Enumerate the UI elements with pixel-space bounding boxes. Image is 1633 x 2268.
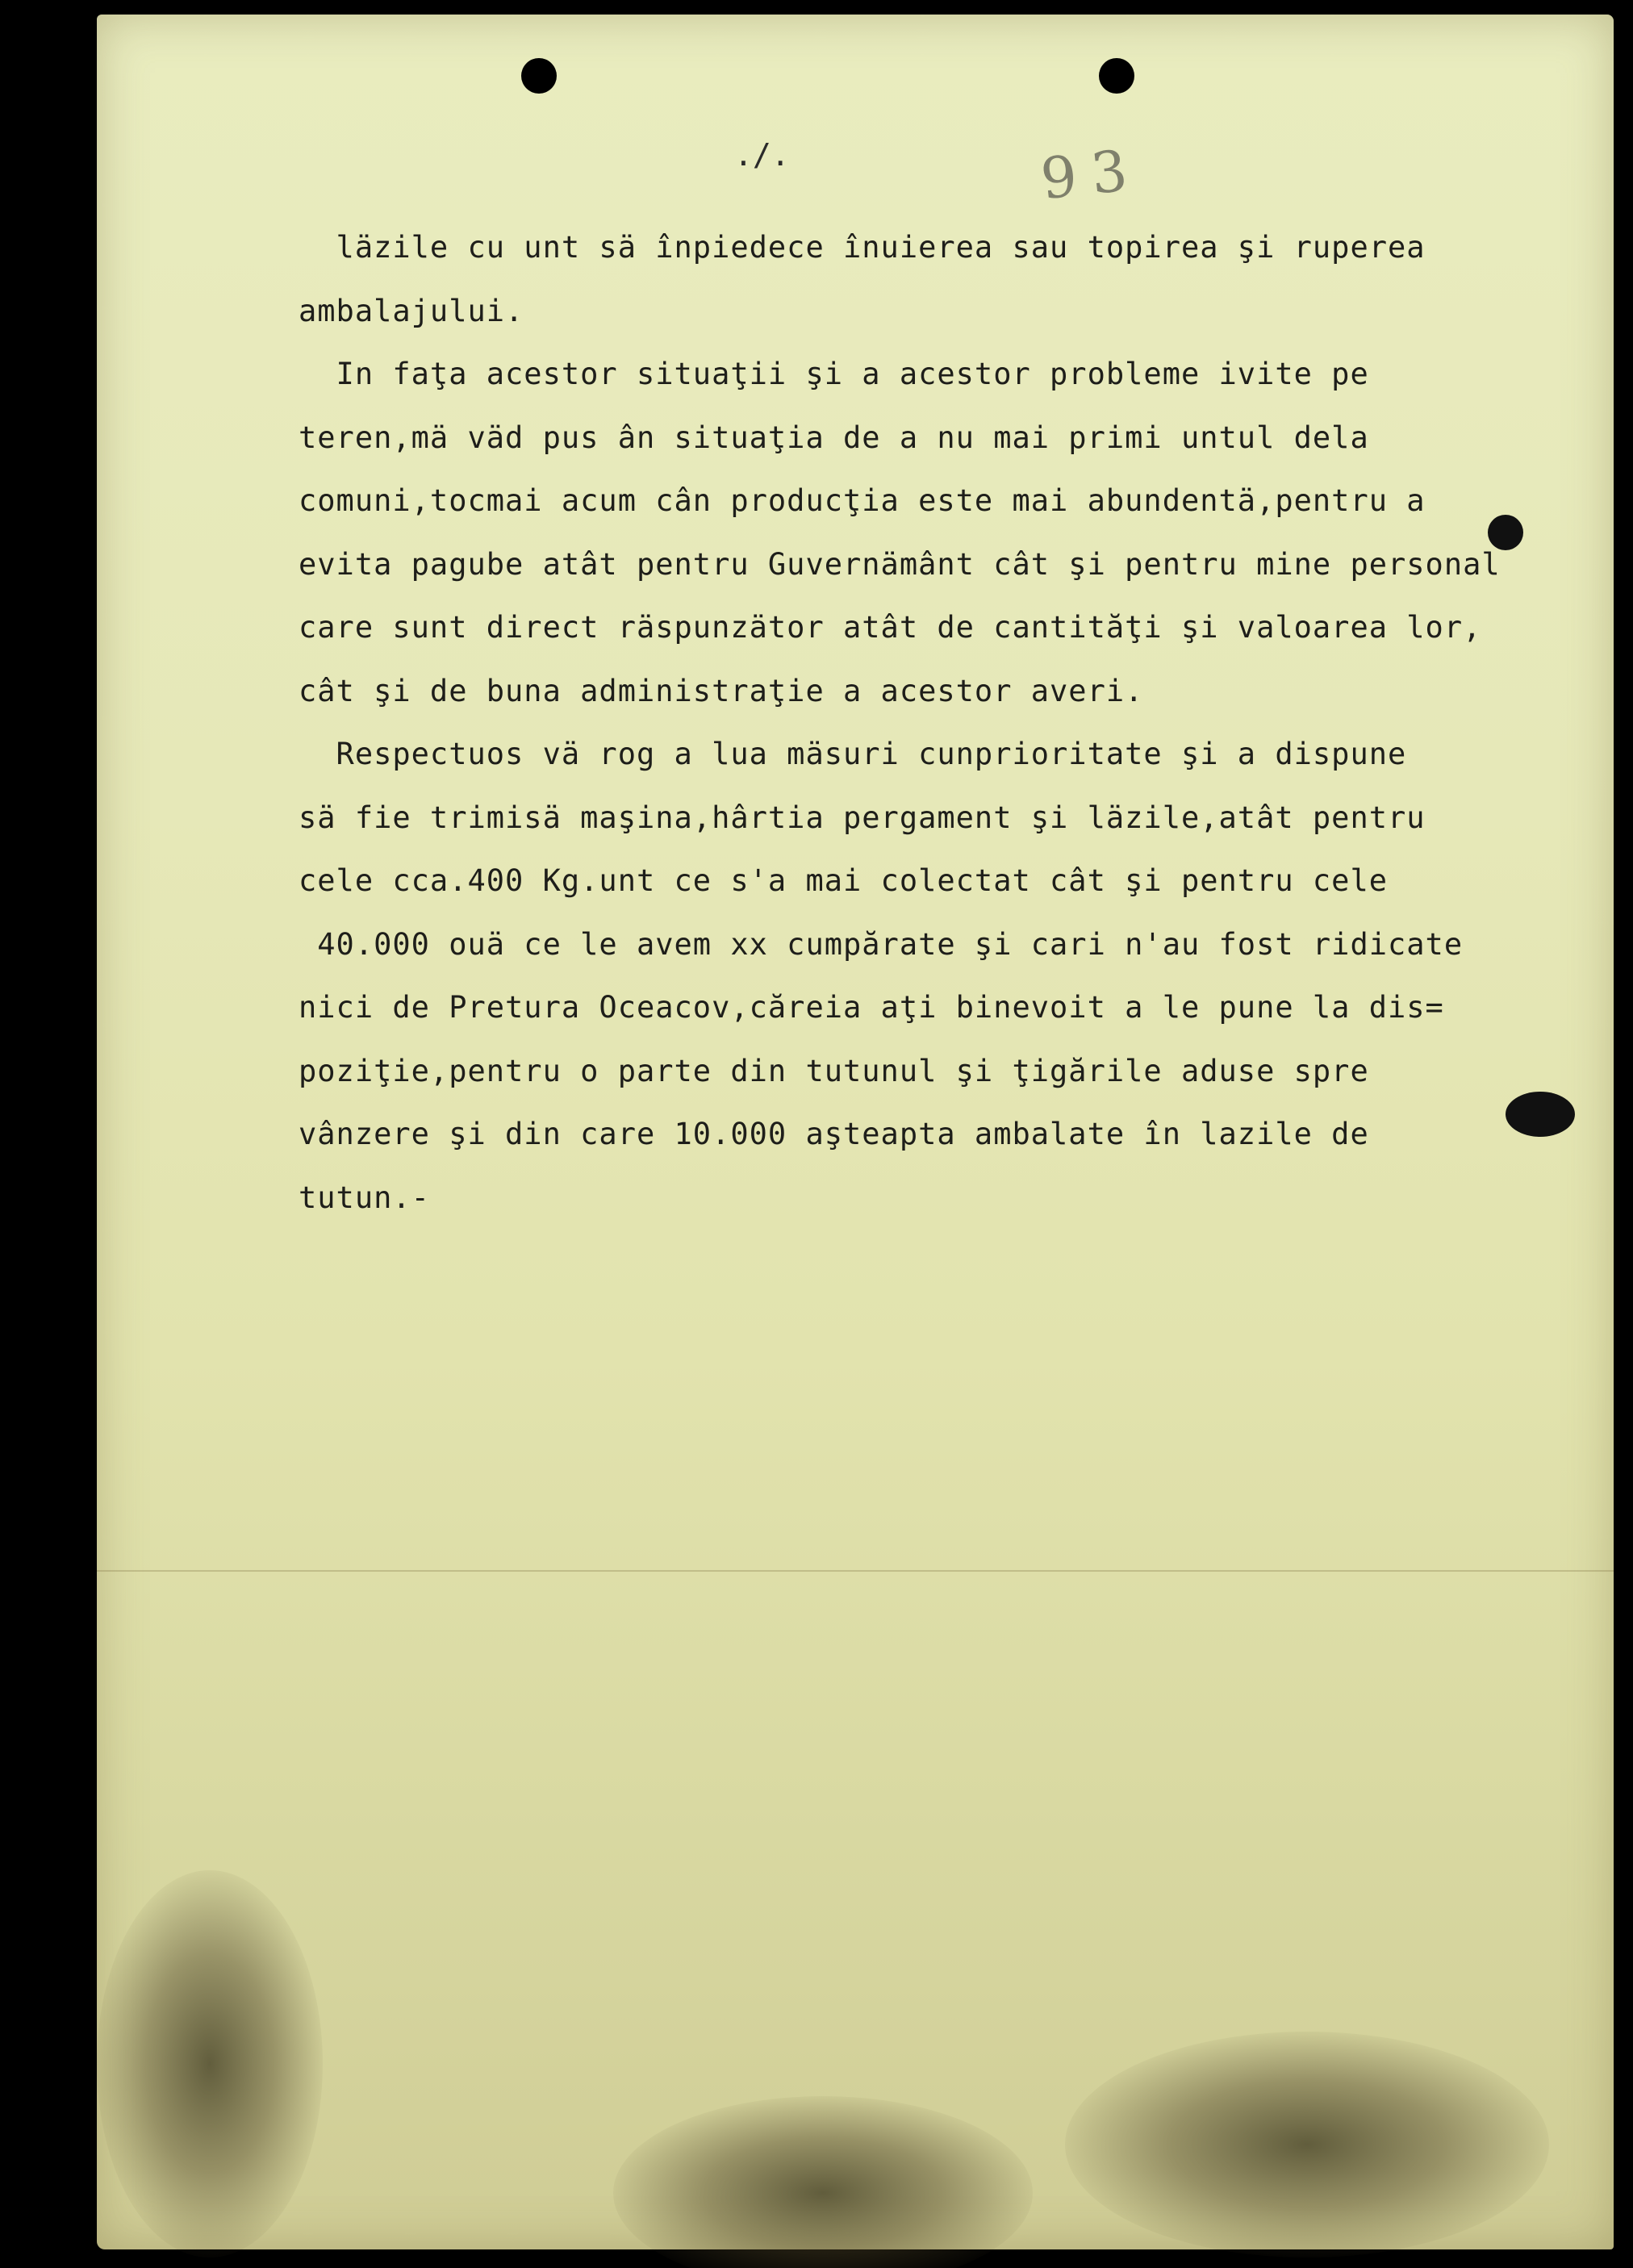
water-stain — [613, 2096, 1033, 2268]
text-line: teren,mä väd pus ân situaţia de a nu mai primi untul dela — [299, 420, 1369, 455]
handwritten-folio-number: 93 — [1038, 136, 1146, 213]
text-line: comuni,tocmai acum cân producţia este mai abundentä,pentru a — [299, 483, 1426, 518]
text-line: Respectuos vä rog a lua mäsuri cunprioritate şi a dispune — [299, 737, 1407, 771]
text-line: poziţie,pentru o parte din tutunul şi ţigărіle aduse spre — [299, 1053, 1369, 1088]
text-line: cât şi de buna administraţie a acestor averi. — [299, 673, 1144, 708]
water-stain — [97, 1870, 323, 2258]
fold-line — [97, 1570, 1614, 1572]
text-line: läzile cu unt sä înpiedece înuierea sau topirea şi ruperea — [299, 230, 1426, 265]
text-line: In faţa acestor situaţii şi a acestor probleme ivite pe — [299, 357, 1369, 391]
water-stain — [1065, 2032, 1549, 2258]
text-line: ambalajului. — [299, 293, 524, 328]
punch-hole — [1099, 58, 1134, 94]
typewritten-text — [299, 216, 1581, 1230]
text-line: vânzere şi din care 10.000 aşteapta ambalate în lazile de — [299, 1117, 1369, 1151]
text-line: evita pagube atât pentru Guvernämânt cât şi pentru mine personal — [299, 546, 1501, 582]
text-line: care sunt direct räspunzätor atât de cantităţi şi valoarea lor, — [299, 610, 1482, 645]
text-line: sä fie trimisä maşina,hârtia pergament şi läzile,atât pentru — [299, 800, 1426, 835]
page-continuation-mark: ./. — [734, 137, 790, 173]
text-line: nici de Pretura Oceacov,căreia aţi binevoit a le pune la dis= — [299, 990, 1444, 1025]
text-line: 40.000 ouä ce le avem xx cumpărate şi cari n'au fost ridicate — [299, 926, 1464, 962]
text-line: tutun.- — [299, 1180, 430, 1215]
text-line: cele cca.400 Kg.unt ce s'a mai colectat cât şi pentru cele — [299, 863, 1389, 898]
punch-hole — [521, 58, 557, 94]
